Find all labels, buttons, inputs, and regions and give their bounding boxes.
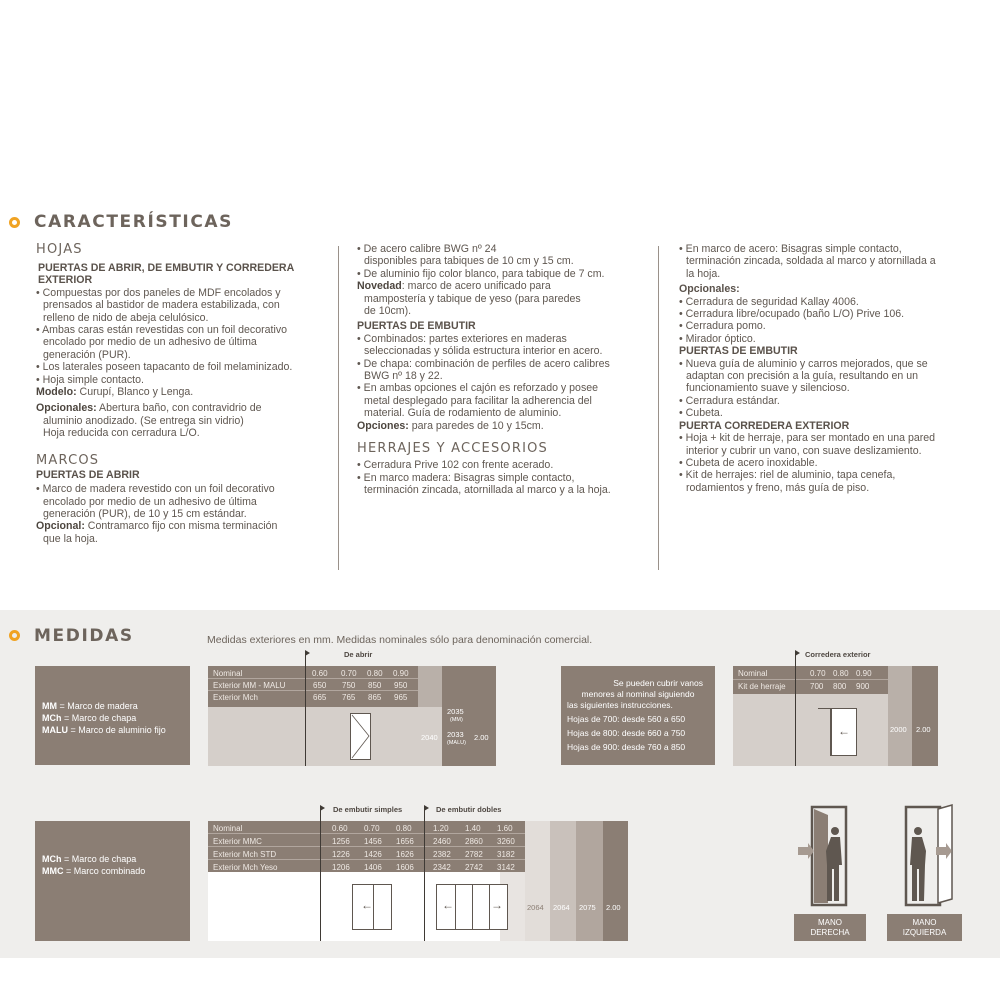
dim-column <box>550 821 576 941</box>
opcionales-line <box>36 402 336 414</box>
opcionales-label: Opcionales: <box>36 402 97 415</box>
legend-item <box>42 700 138 712</box>
cell: 1206 <box>332 863 350 872</box>
herrajes-line: • En marco madera: Bisagras simple contacto, <box>357 471 575 484</box>
hojas-line: encolado por medio de un adhesivo de última <box>43 336 257 349</box>
cell: 3260 <box>497 837 515 846</box>
corredera-item: rodamientos y freno, más guía de piso. <box>686 481 870 494</box>
hojas-line: prensados al bastidor de madera estabilizada, con <box>43 299 280 312</box>
slide-left-arrow-icon: ← <box>361 898 373 912</box>
marco-aluminio-line: • De aluminio fijo color blanco, para tabique de 7 cm. <box>357 267 605 280</box>
hojas-line: relleno de nido de abeja celulósico. <box>43 311 209 324</box>
abrir-label: De abrir <box>344 650 373 659</box>
slide-right-arrow-icon: → <box>491 898 503 912</box>
door-diagram <box>350 713 371 760</box>
embutir-item: • Nueva guía de aluminio y carros mejorados, que se <box>679 357 928 370</box>
legend-item <box>42 853 136 865</box>
vanos-line: Hojas de 700: desde 560 a 650 <box>567 714 686 724</box>
row-name: Exterior Mch <box>213 693 258 702</box>
legend-abbr: MM <box>42 701 57 711</box>
hojas-line: • Compuestas por dos paneles de MDF encolados y <box>36 286 281 299</box>
opcional-line <box>36 520 336 532</box>
cell: 800 <box>833 682 847 691</box>
section-bullet-icon <box>9 630 20 641</box>
column-3 <box>679 243 979 494</box>
corredera-item: • Kit de herrajes: riel de aluminio, tapa cenefa, <box>679 469 896 482</box>
opcionales-text: Abertura baño, con contravidrio de <box>96 402 262 415</box>
cell: 650 <box>313 681 327 690</box>
hojas-line: • Ambas caras están revestidas con un foil decorativo <box>36 324 288 337</box>
row-divider <box>733 679 888 680</box>
cell: 0.60 <box>312 669 328 678</box>
opciones-line <box>357 420 657 432</box>
mano-derecha-text: MANO DERECHA <box>810 918 850 937</box>
row-name: Exterior Mch STD <box>213 850 277 859</box>
marker-arrow-icon <box>424 805 429 811</box>
marco-acero-line: la hoja. <box>686 267 721 280</box>
cell: 1256 <box>332 837 350 846</box>
opcionales-item: • Cerradura pomo. <box>679 320 766 333</box>
corredera-heading: PUERTA CORREDERA EXTERIOR <box>679 419 850 432</box>
cell: 3142 <box>497 863 515 872</box>
medidas-subtitle: Medidas exteriores en mm. Medidas nominales sólo para denominación comercial. <box>207 634 593 646</box>
medidas-title: MEDIDAS <box>34 626 134 646</box>
row-name: Exterior Mch Yeso <box>213 863 278 872</box>
embutir-line: BWG nº 18 y 22. <box>364 370 443 383</box>
row-divider <box>208 833 525 834</box>
legend-item <box>42 865 145 877</box>
vanos-line: las siguientes instrucciones. <box>567 700 673 710</box>
door-leaf <box>489 885 490 929</box>
cell: 1406 <box>364 863 382 872</box>
dim-column <box>912 666 938 766</box>
embutir-line: metal desplegado para facilitar la adherencia del <box>364 394 592 407</box>
mano-izquierda-text: MANO IZQUIERDA <box>902 918 947 937</box>
cell: 950 <box>394 681 408 690</box>
corredera-door-diagram <box>830 708 857 756</box>
embutir-doble-label: De embutir dobles <box>436 805 502 814</box>
row-name: Kit de herraje <box>738 682 786 691</box>
novedad-line <box>357 280 657 292</box>
cell: 1456 <box>364 837 382 846</box>
slide-left-arrow-icon: ← <box>442 898 454 912</box>
cell: 2382 <box>433 850 451 859</box>
dim-value: 2075 <box>579 903 596 912</box>
legend-text: = Marco de chapa <box>61 713 137 723</box>
legend-box <box>35 821 190 941</box>
vanos-line: Hojas de 800: desde 660 a 750 <box>567 728 686 738</box>
section-bullet-icon <box>9 217 20 228</box>
dim-value: 2.00 <box>474 733 489 742</box>
opcional-line: que la hoja. <box>43 532 98 545</box>
opcionales-line: Hoja reducida con cerradura L/O. <box>43 427 200 440</box>
marco-acero-line: disponibles para tabiques de 10 cm y 15 cm. <box>364 255 574 268</box>
door-leaf <box>373 885 374 929</box>
embutir-item: adaptan con precisión a la guía, resultando en un <box>686 370 919 383</box>
cell: 2742 <box>465 863 483 872</box>
herrajes-line: terminación zincada, atornillada al marco y a la hoja. <box>364 483 611 496</box>
novedad-line: mampostería y tabique de yeso (para paredes <box>364 292 581 305</box>
opcionales-item: • Mirador óptico. <box>679 332 756 345</box>
marcos-line: • Marco de madera revestido con un foil decorativo <box>36 483 275 496</box>
marker-arrow-icon <box>320 805 325 811</box>
cell: 700 <box>810 682 824 691</box>
legend-item <box>42 724 166 736</box>
legend-text: = Marco combinado <box>63 866 146 876</box>
marcos-heading: PUERTAS DE ABRIR <box>36 468 140 481</box>
cell: 0.90 <box>856 669 872 678</box>
mano-derecha-illustration <box>794 803 864 913</box>
marcos-title: MARCOS <box>36 452 100 468</box>
mano-izquierda-illustration <box>896 803 966 913</box>
legend-text: = Marco de aluminio fijo <box>68 725 166 735</box>
marco-acero-line: terminación zincada, soldada al marco y atornillada a <box>686 255 936 268</box>
dimension-marker <box>795 653 796 766</box>
hojas-line: generación (PUR). <box>43 348 131 361</box>
cell: 2342 <box>433 863 451 872</box>
opcionales-line: aluminio anodizado. (Se entrega sin vidrio) <box>43 414 244 427</box>
herrajes-title: HERRAJES Y ACCESORIOS <box>357 441 548 457</box>
vanos-line: menores al nominal siguiendo <box>581 689 695 699</box>
cell: 0.70 <box>810 669 826 678</box>
cell: 0.70 <box>341 669 357 678</box>
cell: 1656 <box>396 837 414 846</box>
embutir-line: • Combinados: partes exteriores en maderas <box>357 332 567 345</box>
cell: 765 <box>342 693 356 702</box>
hojas-line: • Hoja simple contacto. <box>36 373 144 386</box>
dim-value: 2035 <box>447 707 464 716</box>
door-leaf <box>472 885 473 929</box>
legend-abbr: MMC <box>42 866 64 876</box>
marcos-line: generación (PUR), de 10 y 15 cm estándar. <box>43 507 247 520</box>
cell: 3182 <box>497 850 515 859</box>
cell: 1226 <box>332 850 350 859</box>
dim-note: (MALU) <box>447 740 466 746</box>
opcionales-heading: Opcionales: <box>679 283 740 296</box>
marco-acero-line: • De acero calibre BWG nº 24 <box>357 243 497 255</box>
cell: 0.80 <box>396 824 412 833</box>
row-divider <box>208 690 418 691</box>
cell: 1426 <box>364 850 382 859</box>
hojas-heading: PUERTAS DE ABRIR, DE EMBUTIR Y CORREDERA EXTERIOR <box>38 262 294 287</box>
vanos-line: Se pueden cubrir vanos <box>613 678 703 688</box>
marco-acero-line: • En marco de acero: Bisagras simple contacto, <box>679 243 902 255</box>
row-divider <box>208 846 525 847</box>
embutir-line: • De chapa: combinación de perfiles de acero calibres <box>357 357 610 370</box>
dim-column <box>470 666 496 766</box>
dimension-marker <box>305 653 306 766</box>
dim-column <box>603 821 628 941</box>
herrajes-line: • Cerradura Prive 102 con frente acerado. <box>357 459 554 472</box>
opcional-label: Opcional: <box>36 520 85 533</box>
cell: 750 <box>342 681 356 690</box>
door-rail <box>818 708 840 709</box>
embutir-line: seleccionadas y sólida estructura interior en acero. <box>364 345 603 358</box>
caracteristicas-title: CARACTERÍSTICAS <box>34 212 234 232</box>
embutir-simple-label: De embutir simples <box>333 805 403 814</box>
dimension-marker <box>320 808 321 941</box>
modelo-line <box>36 386 336 398</box>
dim-column <box>525 821 550 941</box>
row-name: Nominal <box>213 669 243 678</box>
dim-value: 2040 <box>421 733 438 742</box>
corredera-label: Corredera exterior <box>805 650 871 659</box>
legend-abbr: MCh <box>42 854 62 864</box>
cell: 1626 <box>396 850 414 859</box>
embutir-line: material. Guía de rodamiento de aluminio. <box>364 407 562 420</box>
cell: 2860 <box>465 837 483 846</box>
dim-column <box>442 666 470 766</box>
mano-derecha-label <box>794 914 866 941</box>
embutir-item: funcionamiento suave y silencioso. <box>686 382 850 395</box>
novedad-line: de 10cm). <box>364 305 412 318</box>
modelo-label: Modelo: <box>36 386 77 399</box>
cell: 0.80 <box>833 669 849 678</box>
cell: 2782 <box>465 850 483 859</box>
legend-text: = Marco de chapa <box>61 854 137 864</box>
dim-value: 2.00 <box>916 725 931 734</box>
dim-column <box>576 821 603 941</box>
row-name: Nominal <box>738 669 768 678</box>
corredera-item: • Hoja + kit de herraje, para ser montado en una pared <box>679 432 936 445</box>
vanos-line: Hojas de 900: desde 760 a 850 <box>567 742 686 752</box>
marker-arrow-icon <box>305 650 310 656</box>
cell: 0.70 <box>364 824 380 833</box>
cell: 865 <box>368 693 382 702</box>
embutir-doble-door-diagram <box>436 884 508 930</box>
novedad-text: : marco de acero unificado para <box>401 280 551 293</box>
cell: 0.80 <box>367 669 383 678</box>
opcional-text: Contramarco fijo con misma terminación <box>84 520 278 533</box>
opciones-text: para paredes de 10 y 15cm. <box>408 419 544 432</box>
door-leaf <box>455 885 456 929</box>
dim-value: 2000 <box>890 725 907 734</box>
row-divider <box>208 678 418 679</box>
corredera-item: interior y cubrir un vano, con suave deslizamiento. <box>686 444 922 457</box>
cell: 1.40 <box>465 824 481 833</box>
opcionales-item: • Cerradura de seguridad Kallay 4006. <box>679 295 859 308</box>
embutir-heading: PUERTAS DE EMBUTIR <box>357 320 476 333</box>
legend-abbr: MCh <box>42 713 62 723</box>
column-2 <box>357 243 657 496</box>
marker-arrow-icon <box>795 650 800 656</box>
corredera-item: • Cubeta de acero inoxidable. <box>679 456 818 469</box>
dimension-marker <box>424 808 425 941</box>
embutir-item: • Cubeta. <box>679 407 723 420</box>
opciones-label: Opciones: <box>357 419 409 432</box>
cell: 0.60 <box>332 824 348 833</box>
dim-value: 2064 <box>527 903 544 912</box>
cell: 2460 <box>433 837 451 846</box>
row-name: Nominal <box>213 824 243 833</box>
embutir-item: • Cerradura estándar. <box>679 394 780 407</box>
cell: 1.20 <box>433 824 449 833</box>
column-divider <box>338 246 339 570</box>
legend-text: = Marco de madera <box>57 701 138 711</box>
embutir-simple-door-diagram <box>352 884 392 930</box>
opcionales-item: • Cerradura libre/ocupado (baño L/O) Prive 106. <box>679 308 905 321</box>
row-name: Exterior MM - MALU <box>213 681 286 690</box>
dim-value: 2064 <box>553 903 570 912</box>
column-1 <box>36 242 336 545</box>
vanos-box <box>561 666 715 765</box>
row-divider <box>208 859 525 860</box>
dim-note: (MM) <box>450 717 463 723</box>
dim-value: 2.00 <box>606 903 621 912</box>
cell: 0.90 <box>393 669 409 678</box>
row-name: Exterior MMC <box>213 837 262 846</box>
mano-izquierda-label <box>887 914 962 941</box>
cell: 665 <box>313 693 327 702</box>
cell: 850 <box>368 681 382 690</box>
legend-abbr: MALU <box>42 725 68 735</box>
modelo-text: Curupí, Blanco y Lenga. <box>76 386 194 399</box>
cell: 1.60 <box>497 824 513 833</box>
legend-box <box>35 666 190 765</box>
hojas-line: • Los laterales poseen tapacanto de foil melaminizado. <box>36 361 293 374</box>
slide-left-arrow-icon: ← <box>838 724 850 738</box>
dim-column <box>888 666 912 766</box>
dim-value: 2033 <box>447 730 464 739</box>
novedad-label: Novedad <box>357 280 402 293</box>
column-divider <box>658 246 659 570</box>
legend-item <box>42 712 136 724</box>
hojas-title: HOJAS <box>36 242 83 257</box>
cell: 965 <box>394 693 408 702</box>
cell: 900 <box>856 682 870 691</box>
door-open-icon <box>351 714 370 759</box>
marcos-line: encolado por medio de un adhesivo de última <box>43 495 257 508</box>
embutir-heading: PUERTAS DE EMBUTIR <box>679 345 798 358</box>
cell: 1606 <box>396 863 414 872</box>
embutir-line: • En ambas opciones el cajón es reforzado y posee <box>357 382 599 395</box>
